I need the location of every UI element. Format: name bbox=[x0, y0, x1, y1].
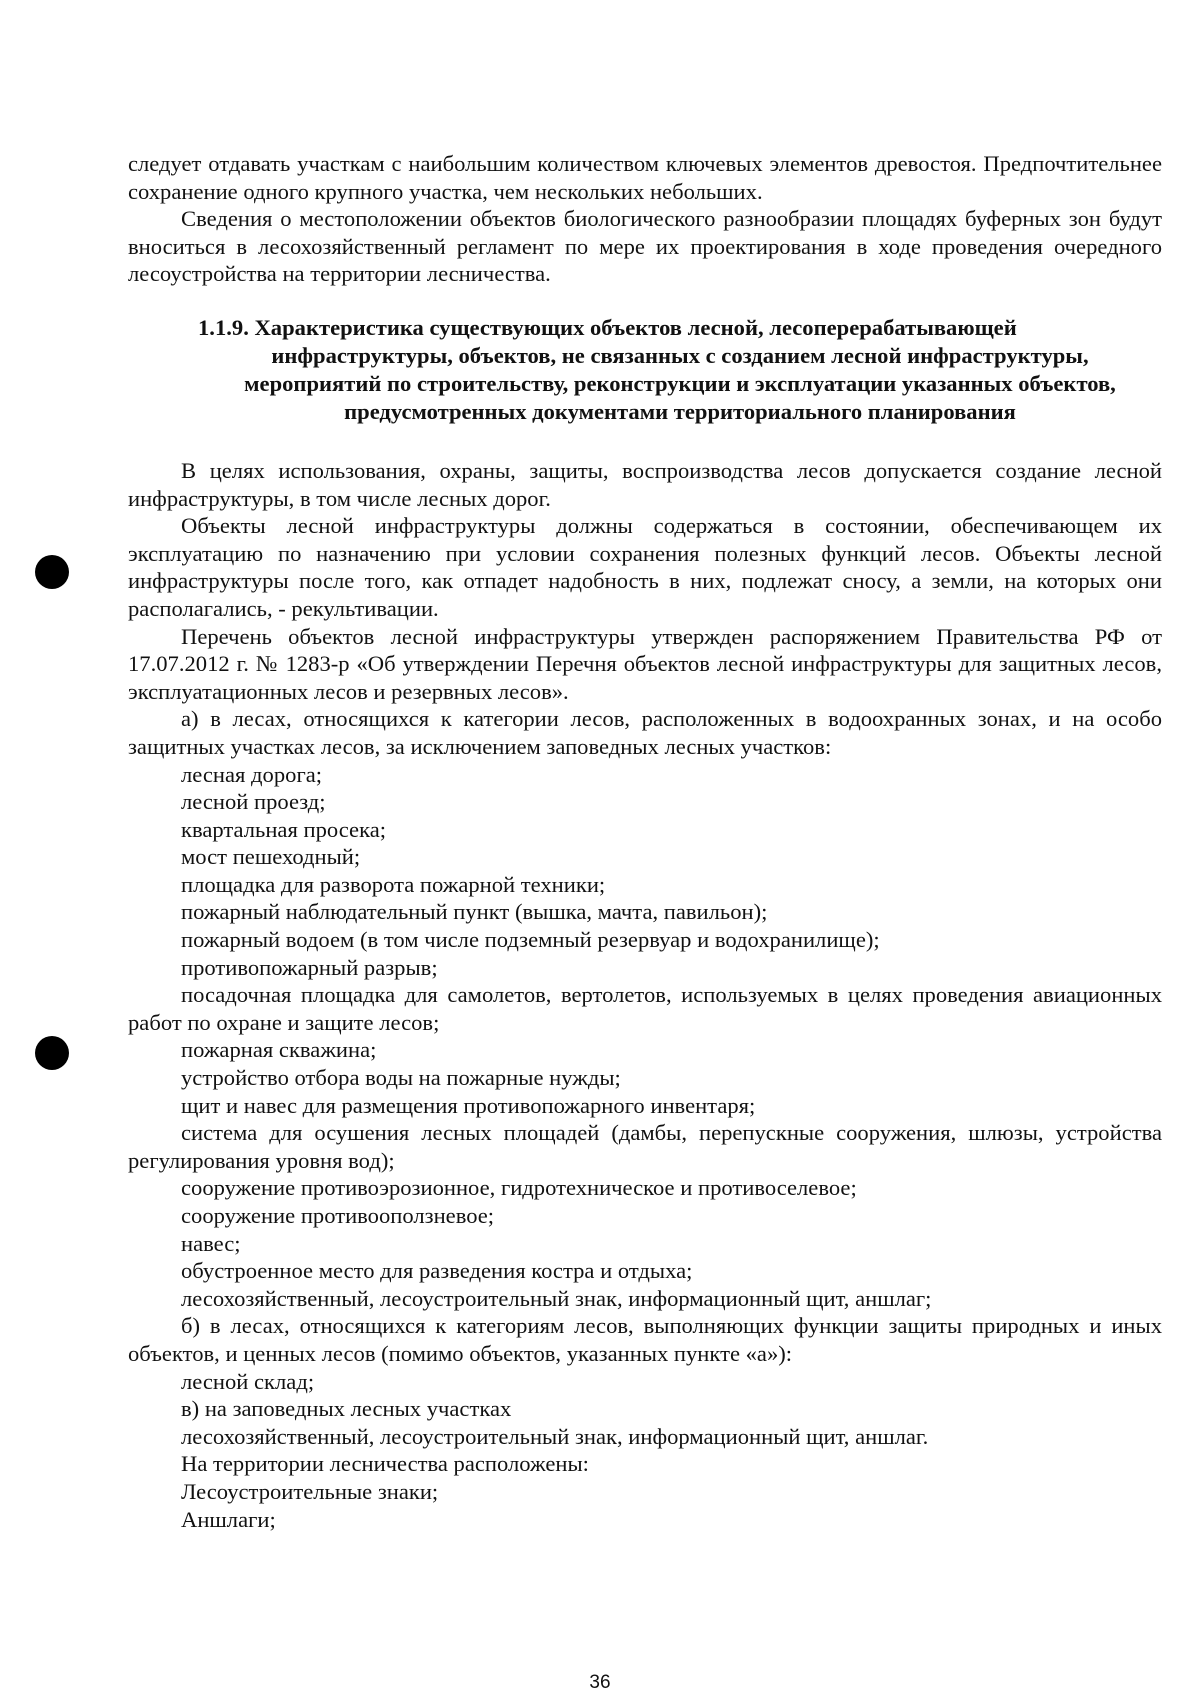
paragraph: следует отдавать участкам с наибольшим количеством ключевых элементов древостоя. Предпочтительнее сохранение одного крупного участка, чем нескольких небольших. bbox=[128, 151, 1162, 204]
list-item: лесная дорога; bbox=[181, 761, 323, 787]
paragraph: Перечень объектов лесной инфраструктуры утвержден распоряжением Правительства РФ от 17.07.2012 г. № 1283-р «Об утверждении Перечня объектов лесной инфраструктуры для защитных лесов, эксплуатационных лесов и резервных лесов». bbox=[128, 623, 1162, 704]
page-number: 36 bbox=[589, 1672, 611, 1693]
paragraph: а) в лесах, относящихся к категории лесов, расположенных в водоохранных зонах, и на особо защитных участках лесов, за исключением заповедных лесных участков: bbox=[128, 706, 1162, 759]
list-item: навес; bbox=[181, 1230, 241, 1256]
list-item: лесохозяйственный, лесоустроительный знак, информационный щит, аншлаг; bbox=[181, 1285, 932, 1311]
section-heading bbox=[128, 314, 1162, 426]
paragraph: В целях использования, охраны, защиты, воспроизводства лесов допускается создание лесной инфраструктуры, в том числе лесных дорог. bbox=[128, 457, 1162, 511]
paragraph: На территории лесничества расположены: bbox=[181, 1451, 589, 1477]
list-item: площадка для разворота пожарной техники; bbox=[181, 871, 606, 897]
heading-line: мероприятий по строительству, реконструкции и эксплуатации указанных объектов, bbox=[244, 370, 1116, 396]
list-item: щит и навес для размещения противопожарного инвентаря; bbox=[181, 1092, 756, 1118]
list-item: сооружение противоэрозионное, гидротехническое и противоселевое; bbox=[181, 1175, 857, 1201]
list-item: лесной проезд; bbox=[181, 789, 326, 815]
list-item: сооружение противооползневое; bbox=[181, 1203, 495, 1228]
paragraph: в) на заповедных лесных участках bbox=[181, 1396, 512, 1422]
list-item: пожарный водоем (в том числе подземный резервуар и водохранилище); bbox=[181, 927, 880, 953]
list-item: мост пешеходный; bbox=[181, 844, 361, 870]
list-item: устройство отбора воды на пожарные нужды; bbox=[181, 1065, 621, 1091]
document-body bbox=[128, 150, 1162, 1533]
list-item: противопожарный разрыв; bbox=[181, 954, 438, 980]
list-item: лесохозяйственный, лесоустроительный знак, информационный щит, аншлаг. bbox=[181, 1423, 929, 1449]
paragraph: Объекты лесной инфраструктуры должны содержаться в состоянии, обеспечивающем их эксплуатацию по назначению при условии сохранения полезных функций лесов. Объекты лесной инфраструктуры после того, как отпадет надобность в них, подлежат сносу, а земли, на которых они располагались, - рекультивации. bbox=[128, 513, 1162, 621]
list-item: пожарная скважина; bbox=[181, 1037, 377, 1063]
list-item: квартальная просека; bbox=[181, 816, 387, 842]
list-item: обустроенное место для разведения костра и отдыха; bbox=[181, 1258, 693, 1284]
list-item: Лесоустроительные знаки; bbox=[181, 1478, 439, 1504]
heading-line: инфраструктуры, объектов, не связанных с созданием лесной инфраструктуры, bbox=[271, 342, 1089, 368]
punch-hole-mark bbox=[35, 555, 69, 589]
list-item: посадочная площадка для самолетов, вертолетов, используемых в целях проведения авиационных работ по охране и защите лесов; bbox=[128, 982, 1162, 1035]
punch-hole-mark bbox=[35, 1036, 69, 1070]
heading-line: предусмотренных документами территориального планирования bbox=[344, 398, 1016, 424]
heading-line: 1.1.9. Характеристика существующих объектов лесной, лесоперерабатывающей bbox=[198, 314, 1017, 340]
list-item: пожарный наблюдательный пункт (вышка, мачта, павильон); bbox=[181, 899, 768, 925]
list-item: система для осушения лесных площадей (дамбы, перепускные сооружения, шлюзы, устройства регулирования уровня вод); bbox=[128, 1120, 1162, 1173]
list-item: лесной склад; bbox=[181, 1368, 315, 1394]
list-item: Аншлаги; bbox=[181, 1506, 276, 1532]
paragraph: Сведения о местоположении объектов биологического разнообразии площадях буферных зон будут вноситься в лесохозяйственный регламент по мере их проектирования в ходе проведения очередного лесоустройства на территории лесничества. bbox=[128, 206, 1162, 287]
paragraph: б) в лесах, относящихся к категориям лесов, выполняющих функции защиты природных и иных объектов, и ценных лесов (помимо объектов, указанных пункте «а»): bbox=[128, 1313, 1162, 1366]
